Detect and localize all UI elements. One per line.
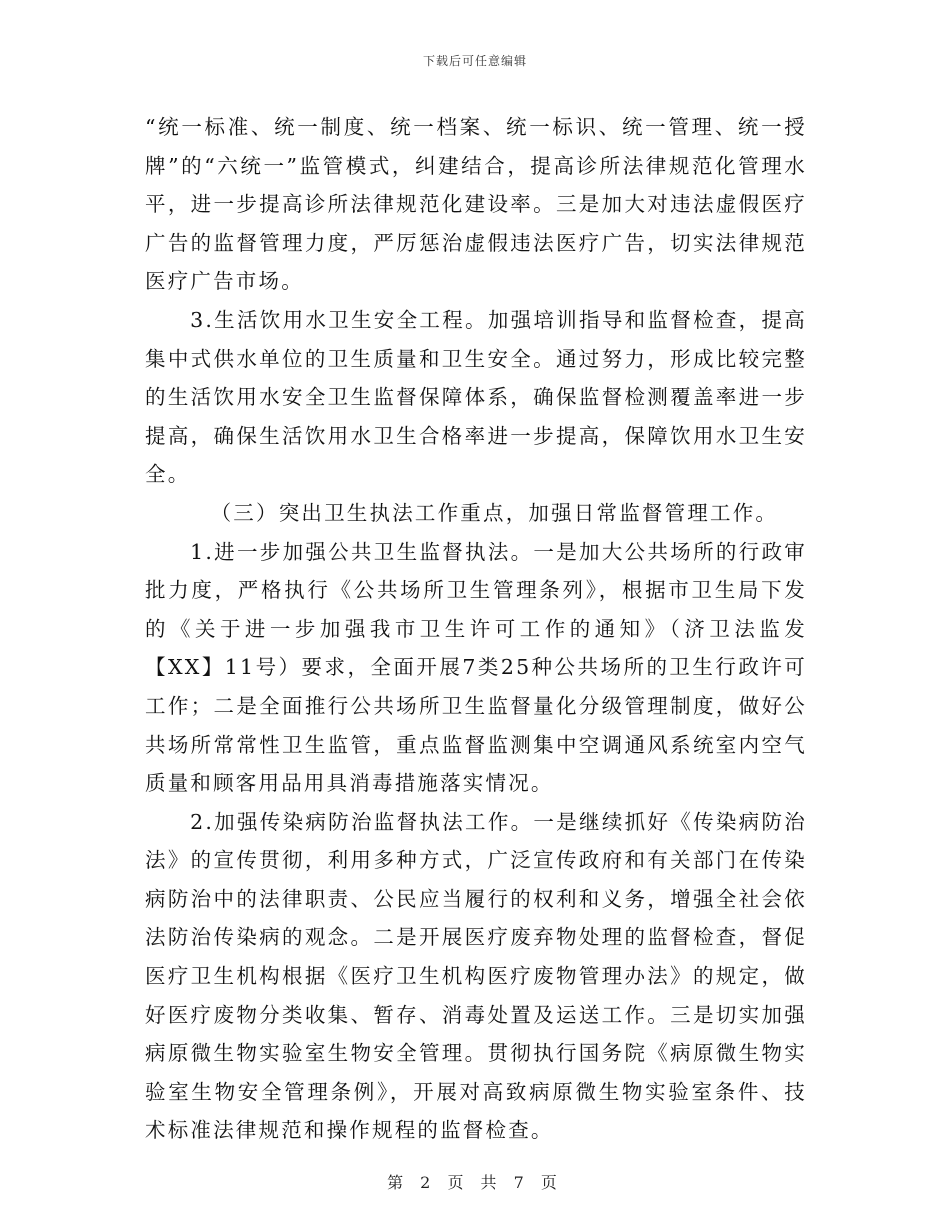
header-note: 下载后可任意编辑 <box>422 54 527 68</box>
paragraph-continued: “统一标准、统一制度、统一档案、统一标识、统一管理、统一授牌”的“六统一”监管模式，纠建结合，提高诊所法律规范化管理水平，进一步提高诊所法律规范化建设率。三是加大对违法虚假医疗广告的监督管理力度，严厉惩治虚假违法医疗广告，切实法律规范医疗广告市场。 <box>145 115 807 294</box>
paragraph-drinking-water: 3.生活饮用水卫生安全工程。加强培训指导和监督检查，提高集中式供水单位的卫生质量和卫生安全。通过努力，形成比较完整的生活饮用水安全卫生监督保障体系，确保监督检测覆盖率进一步提高，确保生活饮用水卫生合格率进一步提高，保障饮用水卫生安全。 <box>145 307 807 487</box>
page-number-footer: 第 2 页 共 7 页 <box>387 1173 563 1192</box>
document-body <box>145 108 807 1150</box>
section-heading-3: （三）突出卫生执法工作重点，加强日常监督管理工作。 <box>210 500 779 525</box>
paragraph-public-health: 1.进一步加强公共卫生监督执法。一是加大公共场所的行政审批力度，严格执行《公共场所卫生管理条列》，根据市卫生局下发的《关于进一步加强我市卫生许可工作的通知》（济卫法监发【XX】11号）要求，全面开展7类25种公共场所的卫生行政许可工作；二是全面推行公共场所卫生监督量化分级管理制度，做好公共场所常常性卫生监管，重点监督监测集中空调通风系统室内空气质量和顾客用品用具消毒措施落实情况。 <box>145 539 807 796</box>
paragraph-infectious-disease: 2.加强传染病防治监督执法工作。一是继续抓好《传染病防治法》的宣传贯彻，利用多种方式，广泛宣传政府和有关部门在传染病防治中的法律职责、公民应当履行的权利和义务，增强全社会依法防治传染病的观念。二是开展医疗废弃物处理的监督检查，督促医疗卫生机构根据《医疗卫生机构医疗废物管理办法》的规定，做好医疗废物分类收集、暂存、消毒处置及运送工作。三是切实加强病原微生物实验室生物安全管理。贯彻执行国务院《病原微生物实验室生物安全管理条例》，开展对高致病原微生物实验室条件、技术标准法律规范和操作规程的监督检查。 <box>145 809 807 1143</box>
